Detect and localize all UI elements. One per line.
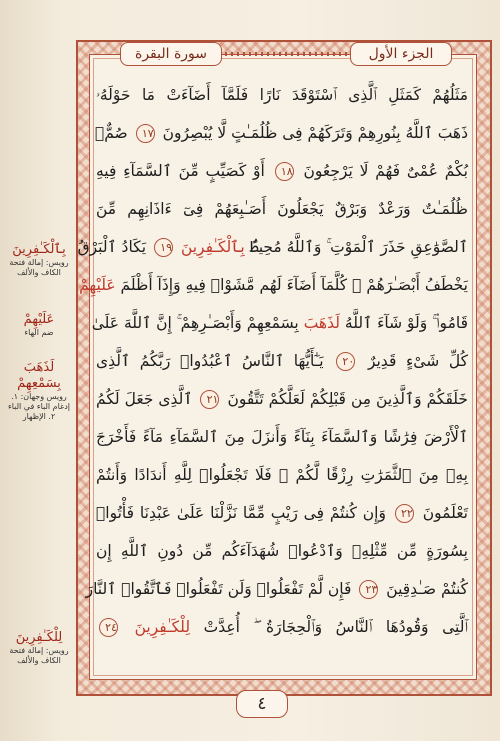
surah-name: سورة البقرة	[120, 42, 222, 66]
verse-text: كُنتُمْ صَـٰدِقِينَ	[386, 580, 468, 598]
margin-note-word: بِٱلْكَـٰفِرِينَ	[12, 242, 66, 257]
verse-line-14	[85, 572, 468, 606]
verse-text: أَوْ كَصَيِّبٍ مِّنَ ٱلسَّمَآءِ فِيهِ	[96, 162, 265, 180]
margin-note-word: عَلَيْهِمْ	[23, 312, 55, 327]
margin-note-word: لِلْكَـٰفِرِينَ	[15, 630, 63, 645]
verse-text: بِسُورَةٍ مِّن مِّثْلِهِۦ وَٱدْعُوا۟ شُهَدَآءَكُم مِّن دُونِ ٱللَّهِ إِن	[96, 542, 468, 560]
verse-line-13	[96, 534, 468, 568]
verse-line-5	[77, 230, 468, 264]
quran-text	[77, 78, 469, 658]
verse-text: قَامُوا۟ ۚ وَلَوْ شَآءَ ٱللَّهُ	[344, 314, 468, 332]
verse-text: ظُلُمَـٰتٌ وَرَعْدٌ وَبَرْقٌ يَجْعَلُونَ أَصَـٰبِعَهُمْ فِىٓ ءَاذَانِهِم مِّنَ	[96, 200, 468, 218]
verse-text: ٱلصَّوَٰعِقِ حَذَرَ ٱلْمَوْتِ ۚ وَٱللَّهُ مُحِيطٌۢ	[249, 238, 468, 256]
highlighted-word: لِلْكَـٰفِرِينَ	[134, 618, 191, 636]
verse-text: ٱلْأَرْضَ فِرَٰشًا وَٱلسَّمَآءَ بِنَآءً وَأَنزَلَ مِنَ ٱلسَّمَآءِ مَآءً فَأَخْرَجَ	[96, 428, 468, 446]
verse-line-11	[96, 458, 468, 492]
ayah-number-marker: ٢٢	[395, 504, 414, 523]
highlighted-word: بِٱلْكَـٰفِرِينَ	[180, 238, 245, 256]
verse-text: وَإِن كُنتُمْ فِى رَيْبٍ مِّمَّا نَزَّلْنَا عَلَىٰ عَبْدِنَا فَأْتُوا۟	[96, 504, 386, 522]
highlighted-word: عَلَيْهِمْ	[79, 276, 116, 294]
verse-line-3	[96, 154, 468, 188]
ayah-number-marker: ١٩	[154, 238, 173, 257]
highlighted-word: لَذَهَبَ	[303, 314, 340, 332]
verse-text: كُلِّ شَىْءٍ قَدِيرٌ	[367, 352, 469, 370]
verse-text: ذَهَبَ ٱللَّهُ بِنُورِهِمْ وَتَرَكَهُمْ فِى ظُلُمَـٰتٍ لَّا يُبْصِرُونَ	[162, 124, 468, 142]
margin-note-desc: رويس: إمالة فتحة الكاف والألف	[9, 258, 69, 277]
verse-text: صُمٌّۢ	[94, 124, 128, 142]
verse-text: مَثَلُهُمْ كَمَثَلِ ٱلَّذِى ٱسْتَوْقَدَ نَارًا فَلَمَّآ أَضَآءَتْ مَا حَوْلَهُۥ	[96, 86, 468, 104]
verse-text: بُكْمٌ عُمْىٌ فَهُمْ لَا يَرْجِعُونَ	[303, 162, 468, 180]
verse-line-8	[96, 344, 468, 378]
ayah-number-marker: ٢٤	[99, 618, 118, 637]
verse-text: يَخْطَفُ أَبْصَـٰرَهُمْ ۖ كُلَّمَآ أَضَآءَ لَهُم مَّشَوْا۟ فِيهِ وَإِذَآ أَظْلَمَ	[120, 276, 468, 294]
page-number: ٤	[236, 690, 288, 718]
margin-note-1	[6, 242, 72, 278]
ayah-number-marker: ١٨	[275, 162, 294, 181]
header-ornament	[225, 52, 347, 56]
verse-line-10	[96, 420, 468, 454]
verse-text: خَلَقَكُمْ وَٱلَّذِينَ مِن قَبْلِكُمْ لَعَلَّكُمْ تَتَّقُونَ	[227, 390, 468, 408]
margin-note-2	[6, 312, 72, 338]
ayah-number-marker: ٢٣	[359, 580, 378, 599]
margin-note-3	[6, 360, 72, 422]
ayah-number-marker: ٢١	[200, 390, 219, 409]
verse-text: تَعْلَمُونَ	[422, 504, 468, 522]
verse-text: بِسَمْعِهِمْ وَأَبْصَـٰرِهِمْ ۚ إِنَّ ٱللَّهَ عَلَىٰ	[91, 314, 299, 332]
margin-note-word: لَذَهَبَ بِسَمْعِهِمْ	[17, 360, 61, 391]
verse-line-7	[91, 306, 468, 340]
verse-text: فَإِن لَّمْ تَفْعَلُوا۟ وَلَن تَفْعَلُوا۟ فَٱتَّقُوا۟ ٱلنَّارَ	[85, 580, 352, 598]
juz-name: الجزء الأول	[350, 42, 452, 66]
ayah-number-marker: ٢٠	[336, 352, 355, 371]
margin-note-desc: رويس: إمالة فتحة الكاف والألف	[9, 646, 69, 665]
verse-line-15	[96, 610, 468, 644]
verse-text: يَـٰٓأَيُّهَا ٱلنَّاسُ ٱعْبُدُوا۟ رَبَّكُمُ ٱلَّذِى	[96, 352, 324, 370]
verse-line-9	[96, 382, 468, 416]
verse-text: يَكَادُ ٱلْبَرْقُ	[77, 238, 147, 256]
margin-note-desc: رويس وجهان: ١. إدغام الباء في الباء ٢. الإظهار	[7, 392, 71, 421]
verse-line-6	[79, 268, 468, 302]
verse-line-2	[96, 116, 468, 150]
verse-text: بِهِۦ مِنَ ٱلثَّمَرَٰتِ رِزْقًا لَّكُمْ ۖ فَلَا تَجْعَلُوا۟ لِلَّهِ أَندَادًا وَأَنتُمْ	[96, 466, 468, 484]
verse-text: ٱلَّتِى وَقُودُهَا ٱلنَّاسُ وَٱلْحِجَارَةُ ۖ أُعِدَّتْ	[203, 618, 468, 636]
margin-note-desc: ضم الهاء	[24, 328, 54, 337]
ayah-number-marker: ١٧	[136, 124, 155, 143]
verse-line-1	[96, 78, 468, 112]
margin-note-4	[6, 630, 72, 666]
verse-line-4	[96, 192, 468, 226]
verse-text: ٱلَّذِى جَعَلَ لَكُمُ	[96, 390, 193, 408]
verse-line-12	[96, 496, 468, 530]
